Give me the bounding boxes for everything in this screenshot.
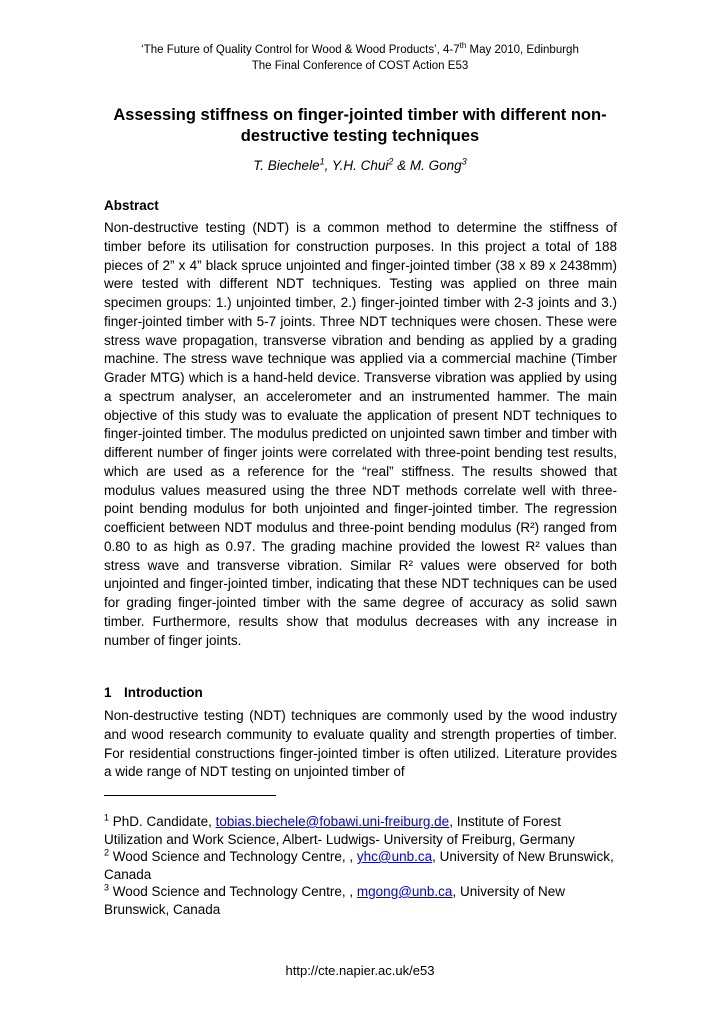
page-footer-url: http://cte.napier.ac.uk/e53 [285, 963, 435, 978]
footnote-2: $^2$ Wood Science and Technology Centre, , yhc@unb.ca, University of New Brunswick, Canada [104, 847, 614, 882]
abstract-heading: Abstract [104, 198, 159, 213]
author-list [60, 157, 660, 175]
author-1-footnote-ref: 1 [319, 156, 325, 167]
header-line-2: The Final Conference of COST Action E53 [251, 60, 469, 72]
abstract-body: Non-destructive testing (NDT) is a common method to determine the stiffness of timber before its utilisation for construction purposes. In this project a total of 188 pieces of 2” x 4” black spruce unjointed and finger-jointed timber (38 x 89 x 2438mm) were tested with different NDT techniques. Testing was applied on three main specimen groups: 1.) unjointed timber, 2.) finger-jointed timber with 2-3 joints and 3.) finger-jointed timber with 5-7 joints. Three NDT techniques were chosen. These were stress wave propagation, transverse vibration and bending as applied by a grading machine. The stress wave technique was applied via a commercial machine (Timber Grader MTG) which is a hand-held device. Transverse vibration was applied by using a spectrum analyser, an accelerometer and an instrumented hammer. The main objective of this study was to evaluate the application of present NDT techniques to finger-jointed timber. The modulus predicted on unjointed sawn timber and timber with different number of finger joints were correlated with three-point bending test results, which are used as a reference for the “real” stiffness. The results showed that modulus values measured using the three NDT methods correlate well with three-point bending modulus for both unjointed and finger-jointed timber. The regression coefficient between NDT modulus and three-point bending modulus (R²) ranged from 0.80 to as high as 0.97. The grading machine provided the lowest R² values than stress wave and transverse vibration. Similar R² values were observed for both unjointed and finger-jointed timber, indicating that these NDT techniques can be used for grading finger-jointed timber with the same degree of accuracy as solid sawn timber. Furthermore, results show that modulus decreases with any increase in number of finger joints. [104, 220, 617, 648]
paper-title: Assessing stiffness on finger-jointed timber with different non-destructive testing techniques [113, 106, 607, 145]
footnote-number: 2 [104, 847, 110, 858]
footnote-3: $^3$ Wood Science and Technology Centre, , mgong@unb.ca, University of New Brunswick, Canada [104, 882, 565, 917]
footnote-separator [104, 795, 276, 796]
introduction-body: Non-destructive testing (NDT) techniques are commonly used by the wood industry and wood research community to evaluate quality and strength properties of timber. For residential constructions finger-jointed timber is often utilized. Literature provides a wide range of NDT testing on unjointed timber of [104, 708, 617, 780]
email-link[interactable]: tobias.biechele@fobawi.uni-freiburg.de [215, 814, 450, 829]
introduction-heading [104, 684, 203, 702]
section-title: Introduction [124, 685, 203, 700]
email-link[interactable]: mgong@unb.ca [356, 884, 453, 899]
footnote-number: 3 [104, 882, 110, 893]
footnote-number: 1 [104, 812, 110, 823]
author-3: & M. Gong [393, 158, 462, 173]
email-link[interactable]: yhc@unb.ca [356, 849, 433, 864]
conference-header [60, 42, 660, 74]
author-1: T. Biechele [253, 158, 320, 173]
footnotes [104, 813, 617, 918]
author-3-footnote-ref: 3 [461, 156, 467, 167]
header-line-1: ‘The Future of Quality Control for Wood & Wood Products’, 4-7th May 2010, Edinburgh [141, 41, 579, 56]
author-2: , Y.H. Chui [324, 158, 389, 173]
author-2-footnote-ref: 2 [388, 156, 394, 167]
footnote-1: $^1$ PhD. Candidate, tobias.biechele@fobawi.uni-freiburg.de, Institute of Forest Utilization and Work Science, Albert- Ludwigs- University of Freiburg, Germany [104, 812, 575, 847]
section-number: 1 [104, 685, 112, 700]
header-superscript: th [459, 41, 467, 51]
